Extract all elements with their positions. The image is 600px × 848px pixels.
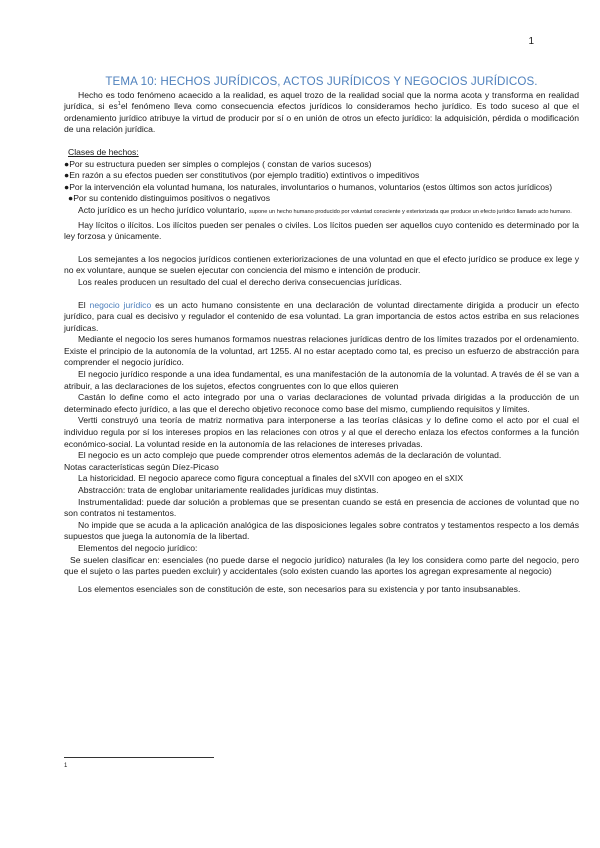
page-number: 1 [528,36,534,47]
intro-paragraph [64,90,579,136]
licitos-paragraph: Hay lícitos o ilícitos. Los ilícitos pueden ser penales o civiles. Los lícitos pueden ser aquellos cuyo contenido es determinado por la ley forzosa y únicamente. [64,219,579,242]
clasificar-paragraph: Se suelen clasificar en: esenciales (no puede darse el negocio jurídico) naturales (la ley los considera como parte del negocio, pero que el sujeto o las partes pueden excluir) y accidentales (solo existen cuando las aportes los agregan expresamente al negocio) [64,554,579,577]
responde-paragraph: El negocio jurídico responde a una idea fundamental, es una manifestación de la autonomía de la voluntad. A través de él se van a atribuir, a las declaraciones de los sujetos, efectos congruentes con lo que ellos quieren [64,369,579,391]
page-title: TEMA 10: HECHOS JURÍDICOS, ACTOS JURÍDICOS Y NEGOCIOS JURÍDICOS. [105,75,538,88]
semejantes-paragraph: Los semejantes a los negocios jurídicos contienen exteriorizaciones de una voluntad en que el efecto jurídico se produce ex lege y no ex voluntare, aunque se suelen ejecutar con conciencia del mismo e intención de producir. [64,253,579,276]
notas-heading: Notas características según Díez-Picaso [64,461,219,472]
footnote-divider [64,757,214,758]
negocio-juridico-link[interactable]: negocio jurídico [89,299,152,310]
abstraccion-paragraph: Abstracción: trata de englobar unitariamente realidades jurídicas muy distintas. [78,485,379,495]
no-impide-paragraph: No impide que se acuda a la aplicación analógica de las disposiciones legales sobre contratos y testamentos respecto a los demás supuestos que juega la autonomía de la libertad. [64,519,579,542]
clases-heading: Clases de hechos: [68,146,139,157]
acto-paragraph [64,205,579,217]
bullet-contenido: ●Por su contenido distinguimos positivos o negativos [68,193,271,204]
bullet-voluntad: ●Por la intervención ela voluntad humana, los naturales, involuntarios o humanos, voluntarios (estos últimos son actos jurídicos) [64,181,553,192]
mediante-paragraph: Mediante el negocio los seres humanos formamos nuestras relaciones jurídicas dentro de los límites trazados por el ordenamiento. Existe el principio de la autonomía de la voluntad, art 1255. Al no estar aceptado como tal, es preciso un esfuerzo de abstracción para comprender el negocio jurídico. [64,334,579,368]
esenciales-paragraph: Los elementos esenciales son de constitución de este, son necesarios para su existencia y por tanto insubsanables. [78,583,521,594]
complejo-paragraph: El negocio es un acto complejo que puede comprender otros elementos además de la declaración de voluntad. [78,450,502,461]
elementos-heading: Elementos del negocio jurídico: [78,542,198,553]
negocio-paragraph [64,300,579,335]
historicidad-paragraph: La historicidad. El negocio aparece como figura conceptual a finales del sXVII con apogeo en el sXIX [78,473,464,484]
instrumentalidad-paragraph: Instrumentalidad: puede dar solución a problemas que se presentan cuando se está en presencia de acciones de voluntad que no son contratos ni testamentos. [64,496,579,519]
acto-text: Acto jurídico es un hecho jurídico voluntario, [78,204,250,215]
negocio-text-post: es un acto humano consistente en una declaración de voluntad directamente dirigida a producir un efecto jurídico, para cual es decisivo y regulador el contenido de esa voluntad. La gran importancia de estos actos estriba en sus relaciones jurídicas. [64,299,579,333]
acto-small-text: supone un hecho humano producido por voluntad consciente y exteriorizada que produce un efecto jurídico llamado acto humano. [249,208,572,215]
bullet-estructura: ●Por su estructura pueden ser simples o complejos ( constan de varios sucesos) [64,158,372,169]
intro-text-2: el fenómeno lleva como consecuencia efectos jurídicos lo consideramos hecho jurídico. Es todo suceso al que el ordenamiento jurídico atribuye la virtud de producir por sí o en unión de otros un efecto jurídico: la adquisición, pérdida o modificación de una relación jurídica. [64,101,580,135]
bullet-efectos: ●En razón a su efectos pueden ser constitutivos (por ejemplo traditio) extintivos o impeditivos [64,170,420,181]
footnote-reference[interactable]: 1 [117,101,121,108]
castan-paragraph: Castán lo define como el acto integrado por una o varias declaraciones de voluntad privada dirigidas a la producción de un determinado efecto jurídico, a las que el derecho objetivo reconoce como base del mismo, cumpliendo requisitos y límites. [64,392,579,414]
reales-paragraph: Los reales producen un resultado del cual el derecho deriva consecuencias jurídicas. [78,276,402,287]
vertti-paragraph: Vertti construyó una teoría de matriz normativa para interponerse a las teorías clásicas y lo define como el acto por el cual el individuo regula por sí los intereses propios en las relaciones con otros y al que el derecho enlaza los efectos conformes a la función económico-social. La voluntad reside en la autonomía de las relaciones de intereses privadas. [64,415,579,449]
document-body [64,76,579,595]
negocio-text-pre: El [78,299,90,310]
footnote-marker: 1 [64,763,68,769]
intro-text-1: Hecho es todo fenómeno acaecido a la realidad, es aquel trozo de la realidad social que la norma acota y transforma en realidad jurídica, si es [64,89,579,112]
